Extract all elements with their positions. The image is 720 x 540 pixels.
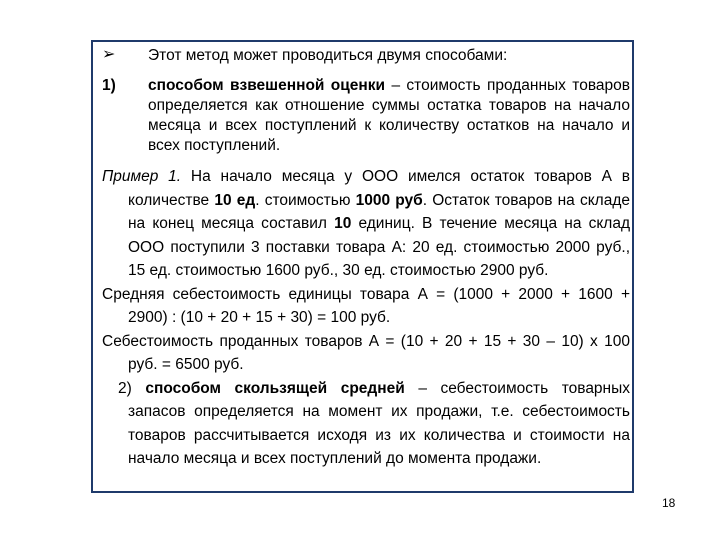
example-cost: 1000 руб <box>355 191 423 209</box>
average-cost-formula: Средняя себестоимость единицы товара А = (1000 + 2000 + 1600 + 2900) : (10 + 20 + 15 + 30) = 100 руб. <box>102 285 630 326</box>
method-2-title: способом скользящей средней <box>145 379 405 397</box>
method-2-description: – себестоимость товарных запасов определяется на момент их продажи, т.е. себестоимость товаров рассчитывается исходя из их количества и стоимости на начало месяца и всех поступлений до момента продажи. <box>128 379 631 467</box>
example-paragraph <box>102 165 630 283</box>
example-quantity: 10 ед <box>214 191 256 209</box>
method-1-number: 1) <box>102 77 116 94</box>
example-text-4: единиц. В течение месяца на склад ООО поступили 3 поставки товара А: 20 ед. стоимостью 2000 руб., 15 ед. стоимостью 1600 руб., 30 ед. стоимостью 2900 руб. <box>128 215 631 279</box>
example-text-3: . Остаток товаров на складе на конец месяца составил <box>128 191 630 232</box>
method-1-description: – стоимость проданных товаров определяется как отношение суммы остатка товаров на начало месяца и всех поступлений к количеству остатков на начало и всех поступлений. <box>148 77 630 154</box>
example-remaining: 10 <box>334 215 352 232</box>
method-1 <box>102 76 630 156</box>
example-text-2: . стоимостью <box>255 191 356 209</box>
example-label: Пример 1. <box>102 168 182 185</box>
intro-bullet <box>102 44 630 72</box>
method-1-title: способом взвешенной оценки <box>148 77 386 94</box>
method-2-number: 2) <box>118 379 132 397</box>
slide-content <box>102 44 630 471</box>
example-text-1: На начало месяца у ООО имелся остаток товаров А в количестве <box>128 168 630 209</box>
method-2 <box>102 377 630 471</box>
intro-text: Этот метод может проводиться двумя способами: <box>148 47 508 64</box>
arrow-bullet-icon: ➢ <box>102 46 116 63</box>
page-number: 18 <box>662 496 676 510</box>
cost-of-sold-formula: Себестоимость проданных товаров А = (10 + 20 + 15 + 30 – 10) х 100 руб. = 6500 руб. <box>102 332 630 373</box>
